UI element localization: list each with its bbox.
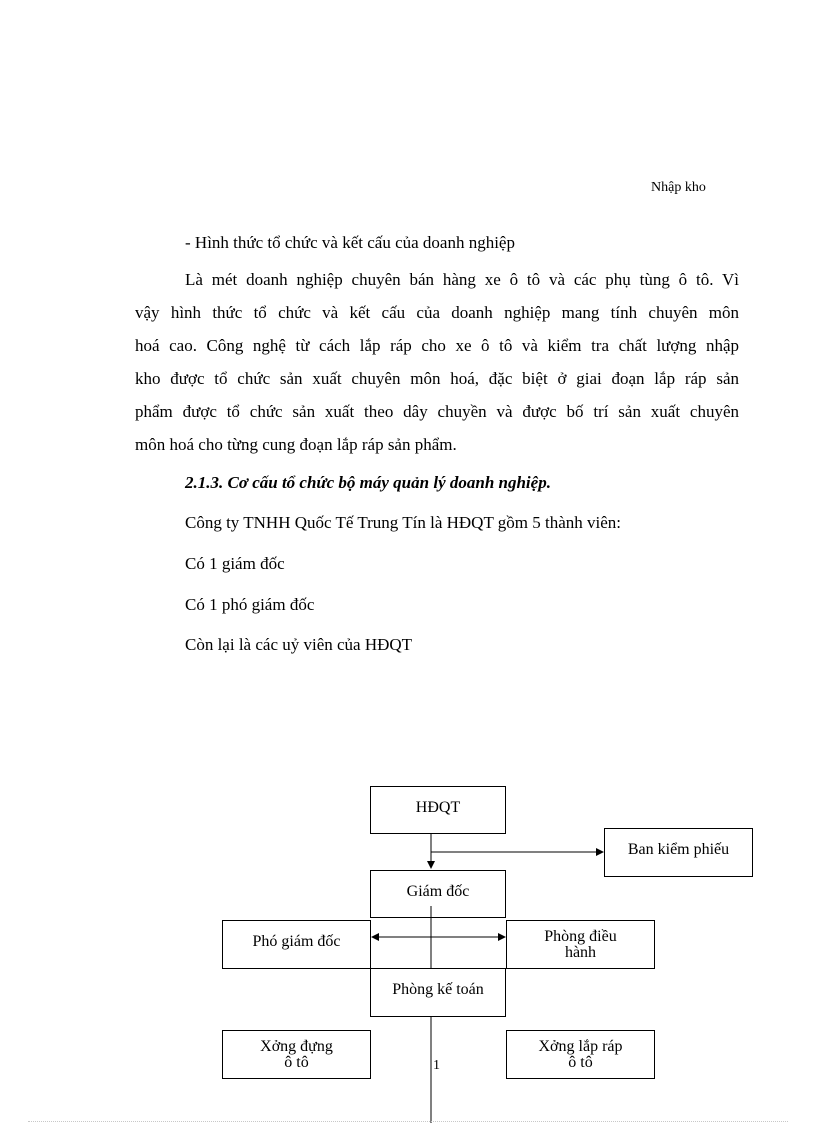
box-xuong-lap-rap-line1: Xởng lắp ráp (538, 1038, 623, 1055)
member-line-3: Còn lại là các uỷ viên của HĐQT (185, 635, 413, 654)
box-hdqt-label: HĐQT (415, 799, 461, 816)
box-pho-giam-doc-label: Phó giám đốc (252, 933, 341, 950)
box-ban-kiem-phieu (604, 828, 753, 877)
paragraph-last-line: môn hoá cho từng cung đoạn lắp ráp sản phẩm. (135, 435, 457, 454)
box-phong-dieu-hanh-line1: Phòng điều (544, 928, 617, 945)
page-bottom-rule (28, 1121, 788, 1122)
box-pho-giam-doc (222, 920, 371, 969)
member-line-1: Có 1 giám đốc (185, 554, 285, 573)
bullet-line: - Hình thức tổ chức và kết cấu của doanh nghiệp (185, 233, 515, 252)
board-line: Công ty TNHH Quốc Tế Trung Tín là HĐQT gồm 5 thành viên: (185, 513, 622, 532)
box-giam-doc (370, 870, 506, 918)
box-xuong-dung-line2: ô tô (284, 1054, 309, 1071)
box-phong-ke-toan-label: Phòng kế toán (392, 969, 484, 998)
paragraph-line-1: Là mét doanh nghiệp chuyên bán hàng xe ô tô và các phụ tùng ô tô. Vì (185, 270, 739, 289)
box-xuong-dung (222, 1030, 371, 1079)
paragraph-line-2: vậy hình thức tổ chức và kết cấu của doanh nghiệp mang tính chuyên môn (135, 303, 739, 322)
member-line-2: Có 1 phó giám đốc (185, 595, 315, 614)
box-hdqt (370, 786, 506, 834)
page-number: 1 (433, 1058, 440, 1073)
box-xuong-lap-rap (506, 1030, 655, 1079)
box-phong-dieu-hanh-line2: hành (564, 944, 597, 961)
box-xuong-lap-rap-line2: ô tô (568, 1054, 593, 1071)
box-ban-kiem-phieu-label: Ban kiểm phiếu (627, 841, 730, 858)
box-xuong-dung-line1: Xởng đựng (260, 1038, 333, 1055)
box-phong-ke-toan (370, 968, 506, 1017)
box-phong-dieu-hanh (506, 920, 655, 969)
paragraph-line-5: phẩm được tổ chức sản xuất theo dây chuyền và được bố trí sản xuất chuyên (135, 402, 739, 421)
box-giam-doc-label: Giám đốc (407, 871, 470, 900)
section-heading: 2.1.3. Cơ cấu tổ chức bộ máy quản lý doanh nghiệp. (185, 473, 551, 492)
paragraph-line-3: hoá cao. Công nghệ từ cách lắp ráp cho xe ô tô và kiểm tra chất lượng nhập (135, 336, 739, 355)
paragraph-line-4: kho được tổ chức sản xuất chuyên môn hoá, đặc biệt ở giai đoạn lắp ráp sản (135, 369, 739, 388)
header-note: Nhập kho (651, 180, 706, 195)
